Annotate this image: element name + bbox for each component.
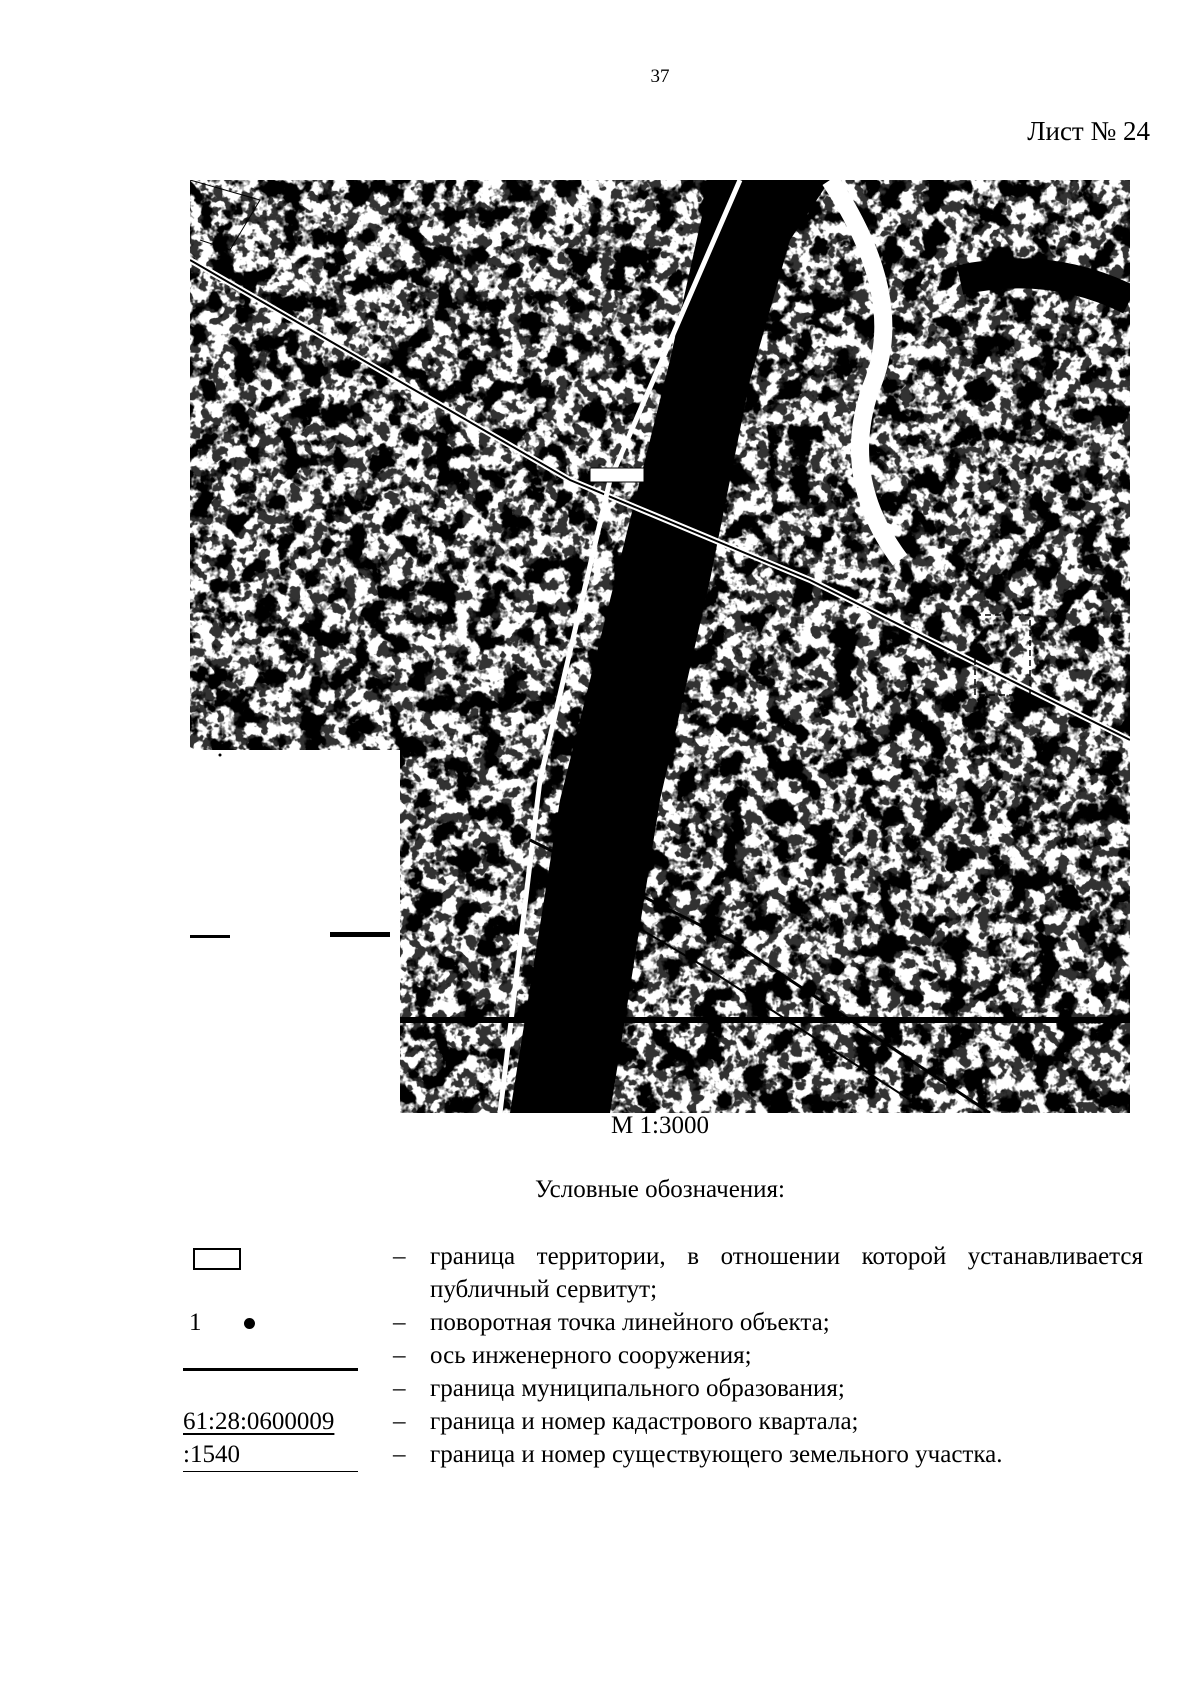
map-scale: М 1:3000 <box>611 1112 709 1139</box>
sheet-label: Лист № 24 <box>1027 116 1150 146</box>
legend-text: граница территории, в отношении которой устанавливается публичный сервитут; <box>430 1243 1143 1303</box>
legend-dash: – <box>393 1441 406 1468</box>
legend-row <box>183 1372 1143 1405</box>
legend-row <box>183 1405 1143 1438</box>
aerial-map <box>190 180 1130 1113</box>
legend-text: граница и номер кадастрового квартала; <box>430 1408 859 1435</box>
legend-dash: – <box>393 1342 406 1369</box>
point-number: 1 <box>189 1309 202 1336</box>
legend-dash: – <box>393 1243 406 1270</box>
legend-row <box>183 1306 1143 1339</box>
legend-text: ось инженерного сооружения; <box>430 1342 752 1369</box>
legend-dash: – <box>393 1408 406 1435</box>
cadastral-quarter-number: 61:28:0600009 <box>183 1408 335 1435</box>
legend-row <box>183 1240 1143 1306</box>
land-plot-number: :1540 <box>183 1438 358 1472</box>
legend-dash: – <box>393 1309 406 1336</box>
legend-title: Условные обозначения: <box>534 1176 786 1203</box>
legend-row <box>183 1438 1143 1471</box>
legend-dash: – <box>393 1375 406 1402</box>
page-number: 37 <box>650 66 670 87</box>
legend-text: граница муниципального образования; <box>430 1375 845 1402</box>
legend <box>183 1240 1143 1471</box>
legend-text: поворотная точка линейного объекта; <box>430 1309 830 1336</box>
legend-text: граница и номер существующего земельного участка. <box>430 1441 1003 1468</box>
